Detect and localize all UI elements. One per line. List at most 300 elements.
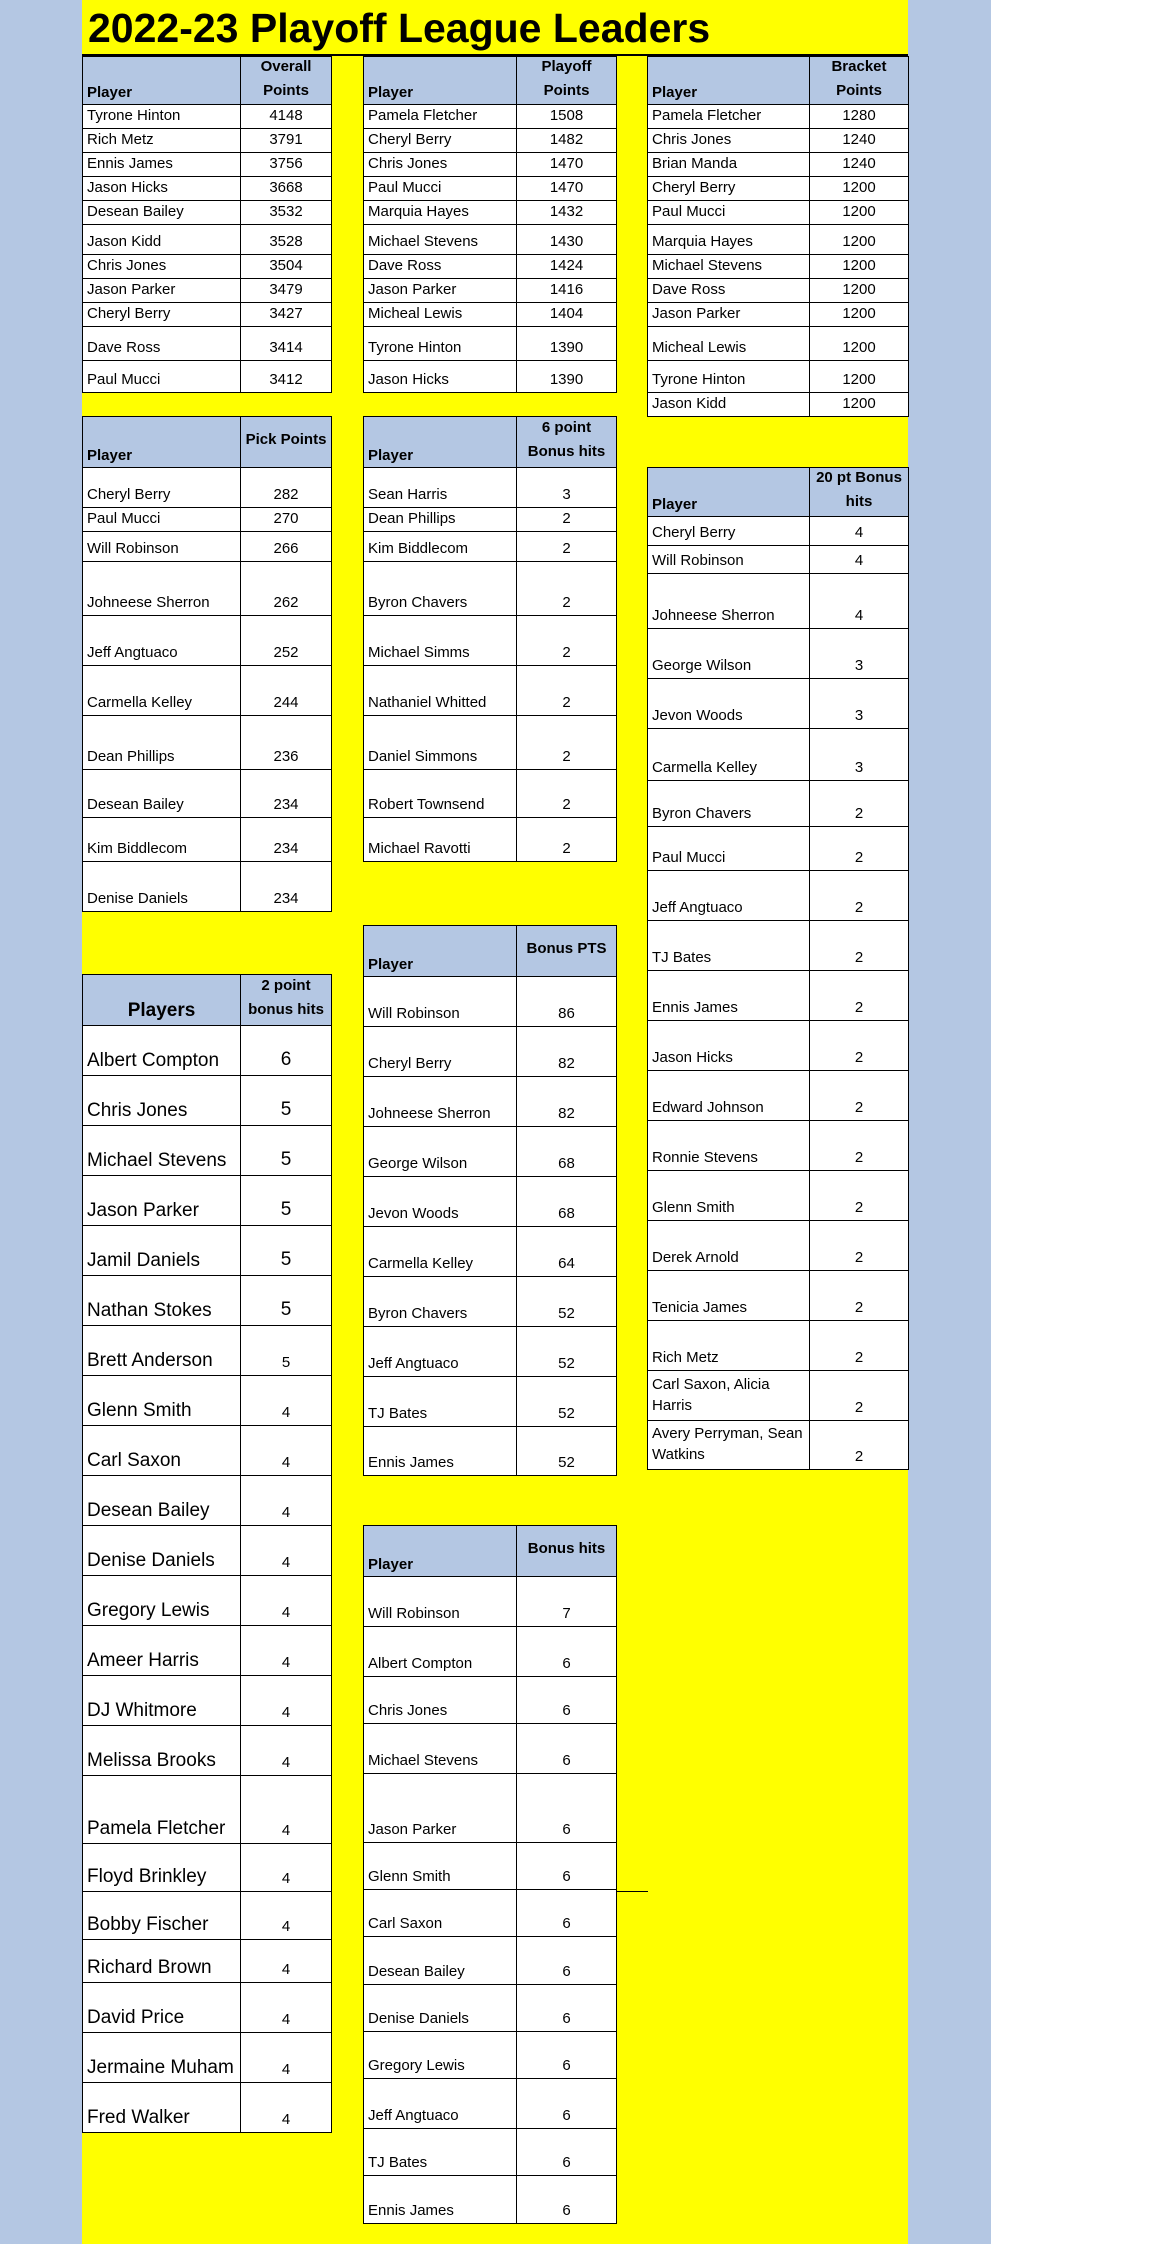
player-value: 270 bbox=[241, 508, 332, 532]
pick-points-table bbox=[82, 416, 332, 912]
player-value: 1200 bbox=[810, 327, 909, 361]
player-value: 262 bbox=[241, 562, 332, 616]
player-value: 234 bbox=[241, 770, 332, 818]
player-name: Dave Ross bbox=[83, 327, 241, 361]
player-name: Rich Metz bbox=[83, 129, 241, 153]
table-row bbox=[364, 279, 617, 303]
left-margin-band bbox=[0, 0, 82, 2244]
table-row bbox=[83, 1026, 332, 1076]
player-name: Glenn Smith bbox=[648, 1171, 810, 1221]
player-value: 64 bbox=[517, 1227, 617, 1277]
player-name: Jason Parker bbox=[364, 279, 517, 303]
player-value: 82 bbox=[517, 1027, 617, 1077]
player-name: Carmella Kelley bbox=[83, 666, 241, 716]
player-name: Johneese Sherron bbox=[648, 574, 810, 629]
table-row bbox=[364, 201, 617, 225]
table-row bbox=[83, 225, 332, 255]
player-value: 82 bbox=[517, 1077, 617, 1127]
player-name: TJ Bates bbox=[364, 1377, 517, 1427]
table-row bbox=[83, 1426, 332, 1476]
table-row bbox=[83, 862, 332, 912]
table-row bbox=[648, 971, 909, 1021]
player-value: 4 bbox=[241, 1983, 332, 2033]
table-row bbox=[364, 1327, 617, 1377]
player-value: 3668 bbox=[241, 177, 332, 201]
player-value: 282 bbox=[241, 468, 332, 508]
table-row bbox=[83, 2083, 332, 2133]
table-row bbox=[364, 2079, 617, 2129]
table-header bbox=[83, 417, 332, 468]
table-row bbox=[648, 1271, 909, 1321]
playoff-table bbox=[363, 56, 617, 393]
player-name: Michael Simms bbox=[364, 616, 517, 666]
header-player: Players bbox=[83, 975, 241, 1026]
player-name: Carmella Kelley bbox=[648, 729, 810, 781]
player-name: Jamil Daniels bbox=[83, 1226, 241, 1276]
player-name: David Price bbox=[83, 1983, 241, 2033]
table-row bbox=[364, 255, 617, 279]
header-points: Overall Points bbox=[241, 57, 332, 105]
player-name: Byron Chavers bbox=[648, 781, 810, 827]
player-name: Jeff Angtuaco bbox=[648, 871, 810, 921]
table-row bbox=[364, 1227, 617, 1277]
player-name: Desean Bailey bbox=[83, 1476, 241, 1526]
player-value: 4148 bbox=[241, 105, 332, 129]
table-row bbox=[83, 2033, 332, 2083]
table-row bbox=[83, 1126, 332, 1176]
table-row bbox=[364, 1890, 617, 1937]
table-row bbox=[648, 1321, 909, 1371]
header-player: Player bbox=[364, 1526, 517, 1577]
player-name: Rich Metz bbox=[648, 1321, 810, 1371]
player-value: 4 bbox=[810, 574, 909, 629]
player-value: 1430 bbox=[517, 225, 617, 255]
player-name: Cheryl Berry bbox=[364, 129, 517, 153]
table-row bbox=[364, 2129, 617, 2176]
player-value: 2 bbox=[517, 770, 617, 818]
player-name: Will Robinson bbox=[648, 546, 810, 574]
player-name: Nathaniel Whitted bbox=[364, 666, 517, 716]
player-value: 6 bbox=[517, 2129, 617, 2176]
header-points: Bonus PTS bbox=[517, 926, 617, 977]
table-row bbox=[364, 105, 617, 129]
table-row bbox=[83, 153, 332, 177]
header-points: 6 point Bonus hits bbox=[517, 417, 617, 468]
table-row bbox=[648, 1421, 909, 1470]
player-value: 5 bbox=[241, 1226, 332, 1276]
player-value: 3 bbox=[810, 629, 909, 679]
table-row bbox=[83, 532, 332, 562]
header-player: Player bbox=[83, 57, 241, 105]
player-value: 1200 bbox=[810, 361, 909, 393]
table-row bbox=[364, 1724, 617, 1774]
player-value: 1482 bbox=[517, 129, 617, 153]
player-name: Daniel Simmons bbox=[364, 716, 517, 770]
player-name: Dean Phillips bbox=[364, 508, 517, 532]
table-row bbox=[83, 303, 332, 327]
table-row bbox=[83, 1476, 332, 1526]
player-value: 52 bbox=[517, 1277, 617, 1327]
player-name: Edward Johnson bbox=[648, 1071, 810, 1121]
player-value: 4 bbox=[241, 1892, 332, 1940]
player-name: Richard Brown bbox=[83, 1940, 241, 1983]
player-value: 6 bbox=[517, 1677, 617, 1724]
player-value: 6 bbox=[241, 1026, 332, 1076]
player-value: 1470 bbox=[517, 153, 617, 177]
player-value: 52 bbox=[517, 1427, 617, 1476]
player-name: George Wilson bbox=[648, 629, 810, 679]
player-value: 2 bbox=[810, 1171, 909, 1221]
player-value: 3 bbox=[810, 679, 909, 729]
player-value: 2 bbox=[517, 616, 617, 666]
table-row bbox=[83, 1892, 332, 1940]
player-value: 6 bbox=[517, 1937, 617, 1985]
player-name: Bobby Fischer bbox=[83, 1892, 241, 1940]
player-name: Avery Perryman, Sean Watkins bbox=[648, 1421, 810, 1470]
player-value: 6 bbox=[517, 1724, 617, 1774]
player-name: Ennis James bbox=[648, 971, 810, 1021]
player-name: Jason Hicks bbox=[364, 361, 517, 393]
table-row bbox=[648, 1071, 909, 1121]
table-row bbox=[648, 129, 909, 153]
player-name: Desean Bailey bbox=[364, 1937, 517, 1985]
player-value: 4 bbox=[241, 1626, 332, 1676]
player-name: Tyrone Hinton bbox=[648, 361, 810, 393]
table-header bbox=[364, 1526, 617, 1577]
player-name: Desean Bailey bbox=[83, 201, 241, 225]
player-name: Tyrone Hinton bbox=[83, 105, 241, 129]
player-value: 1390 bbox=[517, 327, 617, 361]
table-row bbox=[83, 327, 332, 361]
table-row bbox=[648, 517, 909, 546]
player-value: 2 bbox=[517, 508, 617, 532]
table-row bbox=[83, 361, 332, 393]
player-name: Carl Saxon bbox=[83, 1426, 241, 1476]
table-row bbox=[364, 1627, 617, 1677]
table-row bbox=[648, 629, 909, 679]
table-row bbox=[648, 177, 909, 201]
player-value: 3528 bbox=[241, 225, 332, 255]
table-row bbox=[83, 1726, 332, 1776]
table-header bbox=[364, 57, 617, 105]
player-value: 2 bbox=[810, 971, 909, 1021]
player-name: Dave Ross bbox=[648, 279, 810, 303]
player-name: Dean Phillips bbox=[83, 716, 241, 770]
table-row bbox=[83, 1626, 332, 1676]
player-name: Denise Daniels bbox=[364, 1985, 517, 2032]
player-value: 3412 bbox=[241, 361, 332, 393]
player-value: 4 bbox=[241, 1726, 332, 1776]
player-name: Carmella Kelley bbox=[364, 1227, 517, 1277]
player-value: 2 bbox=[517, 562, 617, 616]
player-name: Chris Jones bbox=[648, 129, 810, 153]
table-row bbox=[83, 1526, 332, 1576]
table-row bbox=[648, 361, 909, 393]
player-name: Jason Parker bbox=[83, 279, 241, 303]
table-header bbox=[364, 926, 617, 977]
player-name: Byron Chavers bbox=[364, 562, 517, 616]
player-name: Jason Parker bbox=[364, 1774, 517, 1843]
table-row bbox=[364, 303, 617, 327]
player-value: 6 bbox=[517, 2032, 617, 2079]
player-value: 4 bbox=[241, 1844, 332, 1892]
player-name: Jason Hicks bbox=[83, 177, 241, 201]
header-player: Player bbox=[83, 417, 241, 468]
table-header bbox=[648, 57, 909, 105]
table-row bbox=[364, 177, 617, 201]
page-title: 2022-23 Playoff League Leaders bbox=[82, 0, 908, 56]
player-name: Micheal Lewis bbox=[364, 303, 517, 327]
table-row bbox=[364, 129, 617, 153]
table-row bbox=[83, 1376, 332, 1426]
player-value: 2 bbox=[810, 1321, 909, 1371]
player-value: 2 bbox=[810, 1121, 909, 1171]
player-name: Chris Jones bbox=[364, 1677, 517, 1724]
player-value: 2 bbox=[810, 1271, 909, 1321]
overall-table bbox=[82, 56, 332, 393]
table-row bbox=[364, 1577, 617, 1627]
table-row bbox=[364, 361, 617, 393]
player-name: Ameer Harris bbox=[83, 1626, 241, 1676]
player-name: Jevon Woods bbox=[648, 679, 810, 729]
table-row bbox=[648, 679, 909, 729]
player-name: Gregory Lewis bbox=[364, 2032, 517, 2079]
table-row bbox=[83, 177, 332, 201]
player-value: 7 bbox=[517, 1577, 617, 1627]
table-row bbox=[364, 532, 617, 562]
table-row bbox=[83, 1226, 332, 1276]
table-row bbox=[83, 255, 332, 279]
player-name: Gregory Lewis bbox=[83, 1576, 241, 1626]
table-row bbox=[83, 1983, 332, 2033]
player-name: Derek Arnold bbox=[648, 1221, 810, 1271]
player-name: Carl Saxon, Alicia Harris bbox=[648, 1371, 810, 1421]
player-name: Melissa Brooks bbox=[83, 1726, 241, 1776]
six-point-table bbox=[363, 416, 617, 862]
player-value: 6 bbox=[517, 1774, 617, 1843]
player-name: Chris Jones bbox=[83, 1076, 241, 1126]
player-name: Jevon Woods bbox=[364, 1177, 517, 1227]
player-name: Jeff Angtuaco bbox=[83, 616, 241, 666]
player-name: Byron Chavers bbox=[364, 1277, 517, 1327]
table-row bbox=[83, 129, 332, 153]
table-row bbox=[648, 574, 909, 629]
header-player: Player bbox=[364, 417, 517, 468]
player-name: Marquia Hayes bbox=[364, 201, 517, 225]
player-value: 1508 bbox=[517, 105, 617, 129]
table-row bbox=[364, 153, 617, 177]
player-value: 3791 bbox=[241, 129, 332, 153]
player-value: 4 bbox=[241, 1576, 332, 1626]
player-value: 4 bbox=[241, 1940, 332, 1983]
table-row bbox=[83, 468, 332, 508]
table-row bbox=[83, 616, 332, 666]
player-value: 1390 bbox=[517, 361, 617, 393]
player-value: 236 bbox=[241, 716, 332, 770]
header-player: Player bbox=[648, 468, 810, 517]
player-value: 6 bbox=[517, 1627, 617, 1677]
table-row bbox=[364, 562, 617, 616]
player-value: 4 bbox=[241, 1426, 332, 1476]
table-row bbox=[648, 546, 909, 574]
player-name: Sean Harris bbox=[364, 468, 517, 508]
table-row bbox=[648, 303, 909, 327]
player-value: 234 bbox=[241, 862, 332, 912]
table-row bbox=[364, 2032, 617, 2079]
player-name: Kim Biddlecom bbox=[83, 818, 241, 862]
table-row bbox=[648, 153, 909, 177]
bonus-pts-table bbox=[363, 925, 617, 1476]
player-name: Denise Daniels bbox=[83, 862, 241, 912]
player-value: 2 bbox=[810, 1421, 909, 1470]
player-name: Micheal Lewis bbox=[648, 327, 810, 361]
table-row bbox=[364, 2176, 617, 2224]
player-value: 4 bbox=[241, 1776, 332, 1844]
player-name: Michael Stevens bbox=[648, 255, 810, 279]
player-value: 4 bbox=[241, 1376, 332, 1426]
player-value: 4 bbox=[810, 546, 909, 574]
player-value: 1200 bbox=[810, 279, 909, 303]
bracket-table bbox=[647, 56, 909, 417]
player-name: Michael Stevens bbox=[83, 1126, 241, 1176]
player-name: Michael Ravotti bbox=[364, 818, 517, 862]
player-value: 2 bbox=[810, 1021, 909, 1071]
player-value: 5 bbox=[241, 1126, 332, 1176]
table-row bbox=[364, 770, 617, 818]
player-value: 1424 bbox=[517, 255, 617, 279]
player-name: Michael Stevens bbox=[364, 225, 517, 255]
player-value: 2 bbox=[517, 818, 617, 862]
header-points: Playoff Points bbox=[517, 57, 617, 105]
player-name: Nathan Stokes bbox=[83, 1276, 241, 1326]
player-value: 244 bbox=[241, 666, 332, 716]
player-name: Tenicia James bbox=[648, 1271, 810, 1321]
table-row bbox=[364, 1427, 617, 1476]
player-value: 3 bbox=[810, 729, 909, 781]
player-value: 266 bbox=[241, 532, 332, 562]
player-value: 52 bbox=[517, 1327, 617, 1377]
player-name: Jason Hicks bbox=[648, 1021, 810, 1071]
player-value: 6 bbox=[517, 1985, 617, 2032]
player-name: Albert Compton bbox=[364, 1627, 517, 1677]
player-value: 1470 bbox=[517, 177, 617, 201]
player-value: 4 bbox=[241, 1476, 332, 1526]
player-name: Cheryl Berry bbox=[648, 517, 810, 546]
player-name: Fred Walker bbox=[83, 2083, 241, 2133]
player-name: Jason Parker bbox=[648, 303, 810, 327]
player-value: 3756 bbox=[241, 153, 332, 177]
player-value: 4 bbox=[810, 517, 909, 546]
table-row bbox=[364, 508, 617, 532]
player-name: Denise Daniels bbox=[83, 1526, 241, 1576]
table-row bbox=[648, 327, 909, 361]
player-value: 5 bbox=[241, 1326, 332, 1376]
player-name: Jason Parker bbox=[83, 1176, 241, 1226]
table-row bbox=[364, 1077, 617, 1127]
table-row bbox=[83, 508, 332, 532]
table-row bbox=[364, 1027, 617, 1077]
player-name: Desean Bailey bbox=[83, 770, 241, 818]
player-value: 3479 bbox=[241, 279, 332, 303]
player-name: Marquia Hayes bbox=[648, 225, 810, 255]
table-row bbox=[83, 279, 332, 303]
bonus-hits-table bbox=[363, 1525, 617, 2224]
table-row bbox=[83, 1326, 332, 1376]
player-value: 68 bbox=[517, 1127, 617, 1177]
table-row bbox=[83, 818, 332, 862]
table-row bbox=[648, 729, 909, 781]
table-row bbox=[364, 1985, 617, 2032]
player-value: 252 bbox=[241, 616, 332, 666]
player-value: 3414 bbox=[241, 327, 332, 361]
player-value: 1240 bbox=[810, 129, 909, 153]
player-name: Chris Jones bbox=[364, 153, 517, 177]
twenty-point-table bbox=[647, 467, 909, 1470]
player-value: 86 bbox=[517, 977, 617, 1027]
table-row bbox=[83, 1776, 332, 1844]
player-name: Paul Mucci bbox=[364, 177, 517, 201]
player-name: Pamela Fletcher bbox=[83, 1776, 241, 1844]
player-name: Jeff Angtuaco bbox=[364, 1327, 517, 1377]
header-points: Bonus hits bbox=[517, 1526, 617, 1577]
table-row bbox=[83, 770, 332, 818]
table-row bbox=[648, 781, 909, 827]
table-header bbox=[648, 468, 909, 517]
table-header bbox=[83, 57, 332, 105]
player-value: 1200 bbox=[810, 177, 909, 201]
table-row bbox=[83, 716, 332, 770]
table-row bbox=[364, 1843, 617, 1890]
player-value: 2 bbox=[810, 1221, 909, 1271]
player-name: Albert Compton bbox=[83, 1026, 241, 1076]
player-value: 1404 bbox=[517, 303, 617, 327]
player-name: Jermaine Muham bbox=[83, 2033, 241, 2083]
header-player: Player bbox=[648, 57, 810, 105]
player-value: 4 bbox=[241, 1676, 332, 1726]
player-value: 5 bbox=[241, 1176, 332, 1226]
player-name: Dave Ross bbox=[364, 255, 517, 279]
player-value: 2 bbox=[810, 827, 909, 871]
player-name: TJ Bates bbox=[364, 2129, 517, 2176]
player-value: 6 bbox=[517, 1890, 617, 1937]
player-value: 2 bbox=[810, 871, 909, 921]
player-name: Glenn Smith bbox=[83, 1376, 241, 1426]
player-value: 52 bbox=[517, 1377, 617, 1427]
table-row bbox=[648, 1371, 909, 1421]
player-name: Paul Mucci bbox=[648, 201, 810, 225]
player-value: 1200 bbox=[810, 225, 909, 255]
table-row bbox=[83, 1076, 332, 1126]
table-row bbox=[648, 827, 909, 871]
table-row bbox=[83, 1844, 332, 1892]
player-name: Chris Jones bbox=[83, 255, 241, 279]
table-row bbox=[364, 225, 617, 255]
player-name: Pamela Fletcher bbox=[364, 105, 517, 129]
player-name: Brett Anderson bbox=[83, 1326, 241, 1376]
player-value: 2 bbox=[810, 781, 909, 827]
player-name: Will Robinson bbox=[364, 977, 517, 1027]
header-player: Player bbox=[364, 926, 517, 977]
player-name: Cheryl Berry bbox=[83, 303, 241, 327]
player-name: Cheryl Berry bbox=[648, 177, 810, 201]
player-value: 2 bbox=[517, 532, 617, 562]
player-name: Paul Mucci bbox=[83, 361, 241, 393]
table-row bbox=[648, 255, 909, 279]
table-row bbox=[648, 393, 909, 417]
two-point-table bbox=[82, 974, 332, 2133]
player-name: Cheryl Berry bbox=[83, 468, 241, 508]
player-name: Pamela Fletcher bbox=[648, 105, 810, 129]
